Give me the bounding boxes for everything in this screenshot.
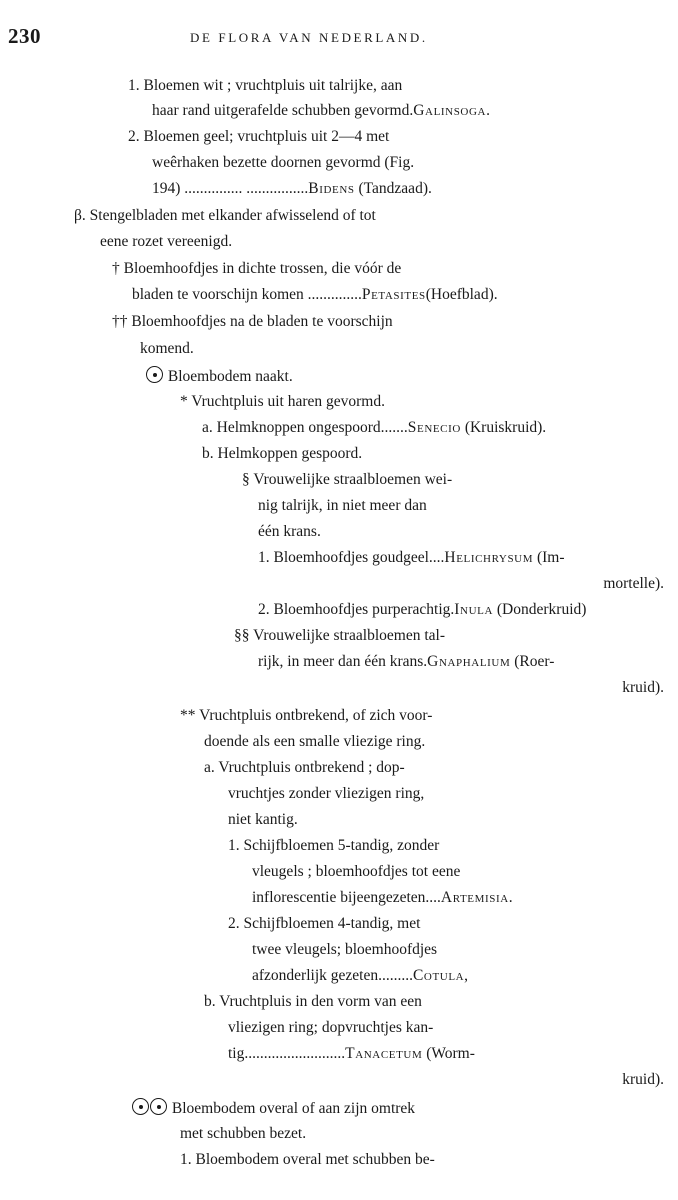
text-line: vruchtjes zonder vliezigen ring, (228, 785, 425, 802)
double-circle-symbol (132, 1098, 149, 1115)
text-line: bladen te voorschijn komen ..............Petasites(Hoefblad). (132, 286, 498, 303)
text-line: vliezigen ring; dopvruchtjes kan- (228, 1019, 434, 1036)
text-line: twee vleugels; bloemhoofdjes (252, 941, 438, 958)
double-circle-symbol (150, 1098, 167, 1115)
text-line: vleugels ; bloemhoofdjes tot eene (252, 863, 461, 880)
genus-name: Tanacetum (345, 1045, 423, 1062)
text-line: kruid). (622, 679, 664, 696)
text-line: b. Helmkoppen gespoord. (202, 445, 363, 462)
running-head: DE FLORA VAN NEDERLAND. (190, 30, 428, 45)
text-line: één krans. (258, 523, 321, 540)
text-line: haar rand uitgerafelde schubben gevormd.Galinsoga. (152, 102, 491, 119)
genus-name: Senecio (407, 419, 461, 436)
text-line: met schubben bezet. (180, 1125, 307, 1142)
text-line: † Bloemhoofdjes in dichte trossen, die vóór de (112, 260, 402, 277)
genus-name: Bidens (308, 180, 355, 197)
genus-name: Helichrysum (444, 549, 534, 566)
genus-name: Artemisia. (440, 889, 514, 906)
text-line: 2. Bloemhoofdjes purperachtig.Inula (Donderkruid) (258, 601, 587, 618)
genus-name: Cotula, (412, 967, 469, 984)
text-line: b. Vruchtpluis in den vorm van een (204, 993, 422, 1010)
genus-name: Galinsoga. (413, 102, 491, 119)
text-line: komend. (140, 340, 194, 357)
genus-name: Petasites (361, 286, 426, 303)
text-line: rijk, in meer dan één krans.Gnaphalium (Roer- (258, 653, 555, 670)
text-line: mortelle). (603, 575, 664, 592)
text-line: afzonderlijk gezeten.........Cotula, (252, 967, 469, 984)
text-line: 2. Schijfbloemen 4-tandig, met (228, 915, 421, 932)
text-line: Bloembodem naakt. (146, 366, 293, 387)
text-line: 1. Bloemen wit ; vruchtpluis uit talrijke, aan (128, 77, 403, 94)
text-line: 194) ............... ................Bidens (Tandzaad). (152, 180, 432, 197)
text-line: doende als een smalle vliezige ring. (204, 733, 426, 750)
text-line: Bloembodem overal of aan zijn omtrek (132, 1098, 415, 1119)
text-line: * Vruchtpluis uit haren gevormd. (180, 393, 385, 410)
text-line: tig..........................Tanacetum (Worm- (228, 1045, 475, 1062)
text-line: a. Helmknoppen ongespoord.......Senecio (Kruiskruid). (202, 419, 547, 436)
single-circle-symbol (146, 366, 163, 383)
text-line: ** Vruchtpluis ontbrekend, of zich voor- (180, 707, 433, 724)
text-line: nig talrijk, in niet meer dan (258, 497, 427, 514)
text-line: § Vrouwelijke straalbloemen wei- (242, 471, 453, 488)
text-line: §§ Vrouwelijke straalbloemen tal- (234, 627, 445, 644)
text-line: 1. Schijfbloemen 5-tandig, zonder (228, 837, 440, 854)
text-line: 1. Bloemhoofdjes goudgeel....Helichrysum (Im- (258, 549, 565, 566)
text-line: kruid). (622, 1071, 664, 1088)
text-line: 1. Bloembodem overal met schubben be- (180, 1151, 435, 1168)
text-line: a. Vruchtpluis ontbrekend ; dop- (204, 759, 405, 776)
text-line: eene rozet vereenigd. (100, 233, 233, 250)
text-line: β. Stengelbladen met elkander afwisselend of tot (74, 207, 376, 224)
genus-name: Gnaphalium (427, 653, 511, 670)
text-line: weêrhaken bezette doornen gevormd (Fig. (152, 154, 415, 171)
genus-name: Inula (454, 601, 494, 618)
text-line: †† Bloemhoofdjes na de bladen te voorschijn (112, 313, 393, 330)
text-line: niet kantig. (228, 811, 298, 828)
text-line: inflorescentie bijeengezeten....Artemisia. (252, 889, 514, 906)
text-line: 2. Bloemen geel; vruchtpluis uit 2—4 met (128, 128, 390, 145)
page-number: 230 (8, 24, 41, 48)
